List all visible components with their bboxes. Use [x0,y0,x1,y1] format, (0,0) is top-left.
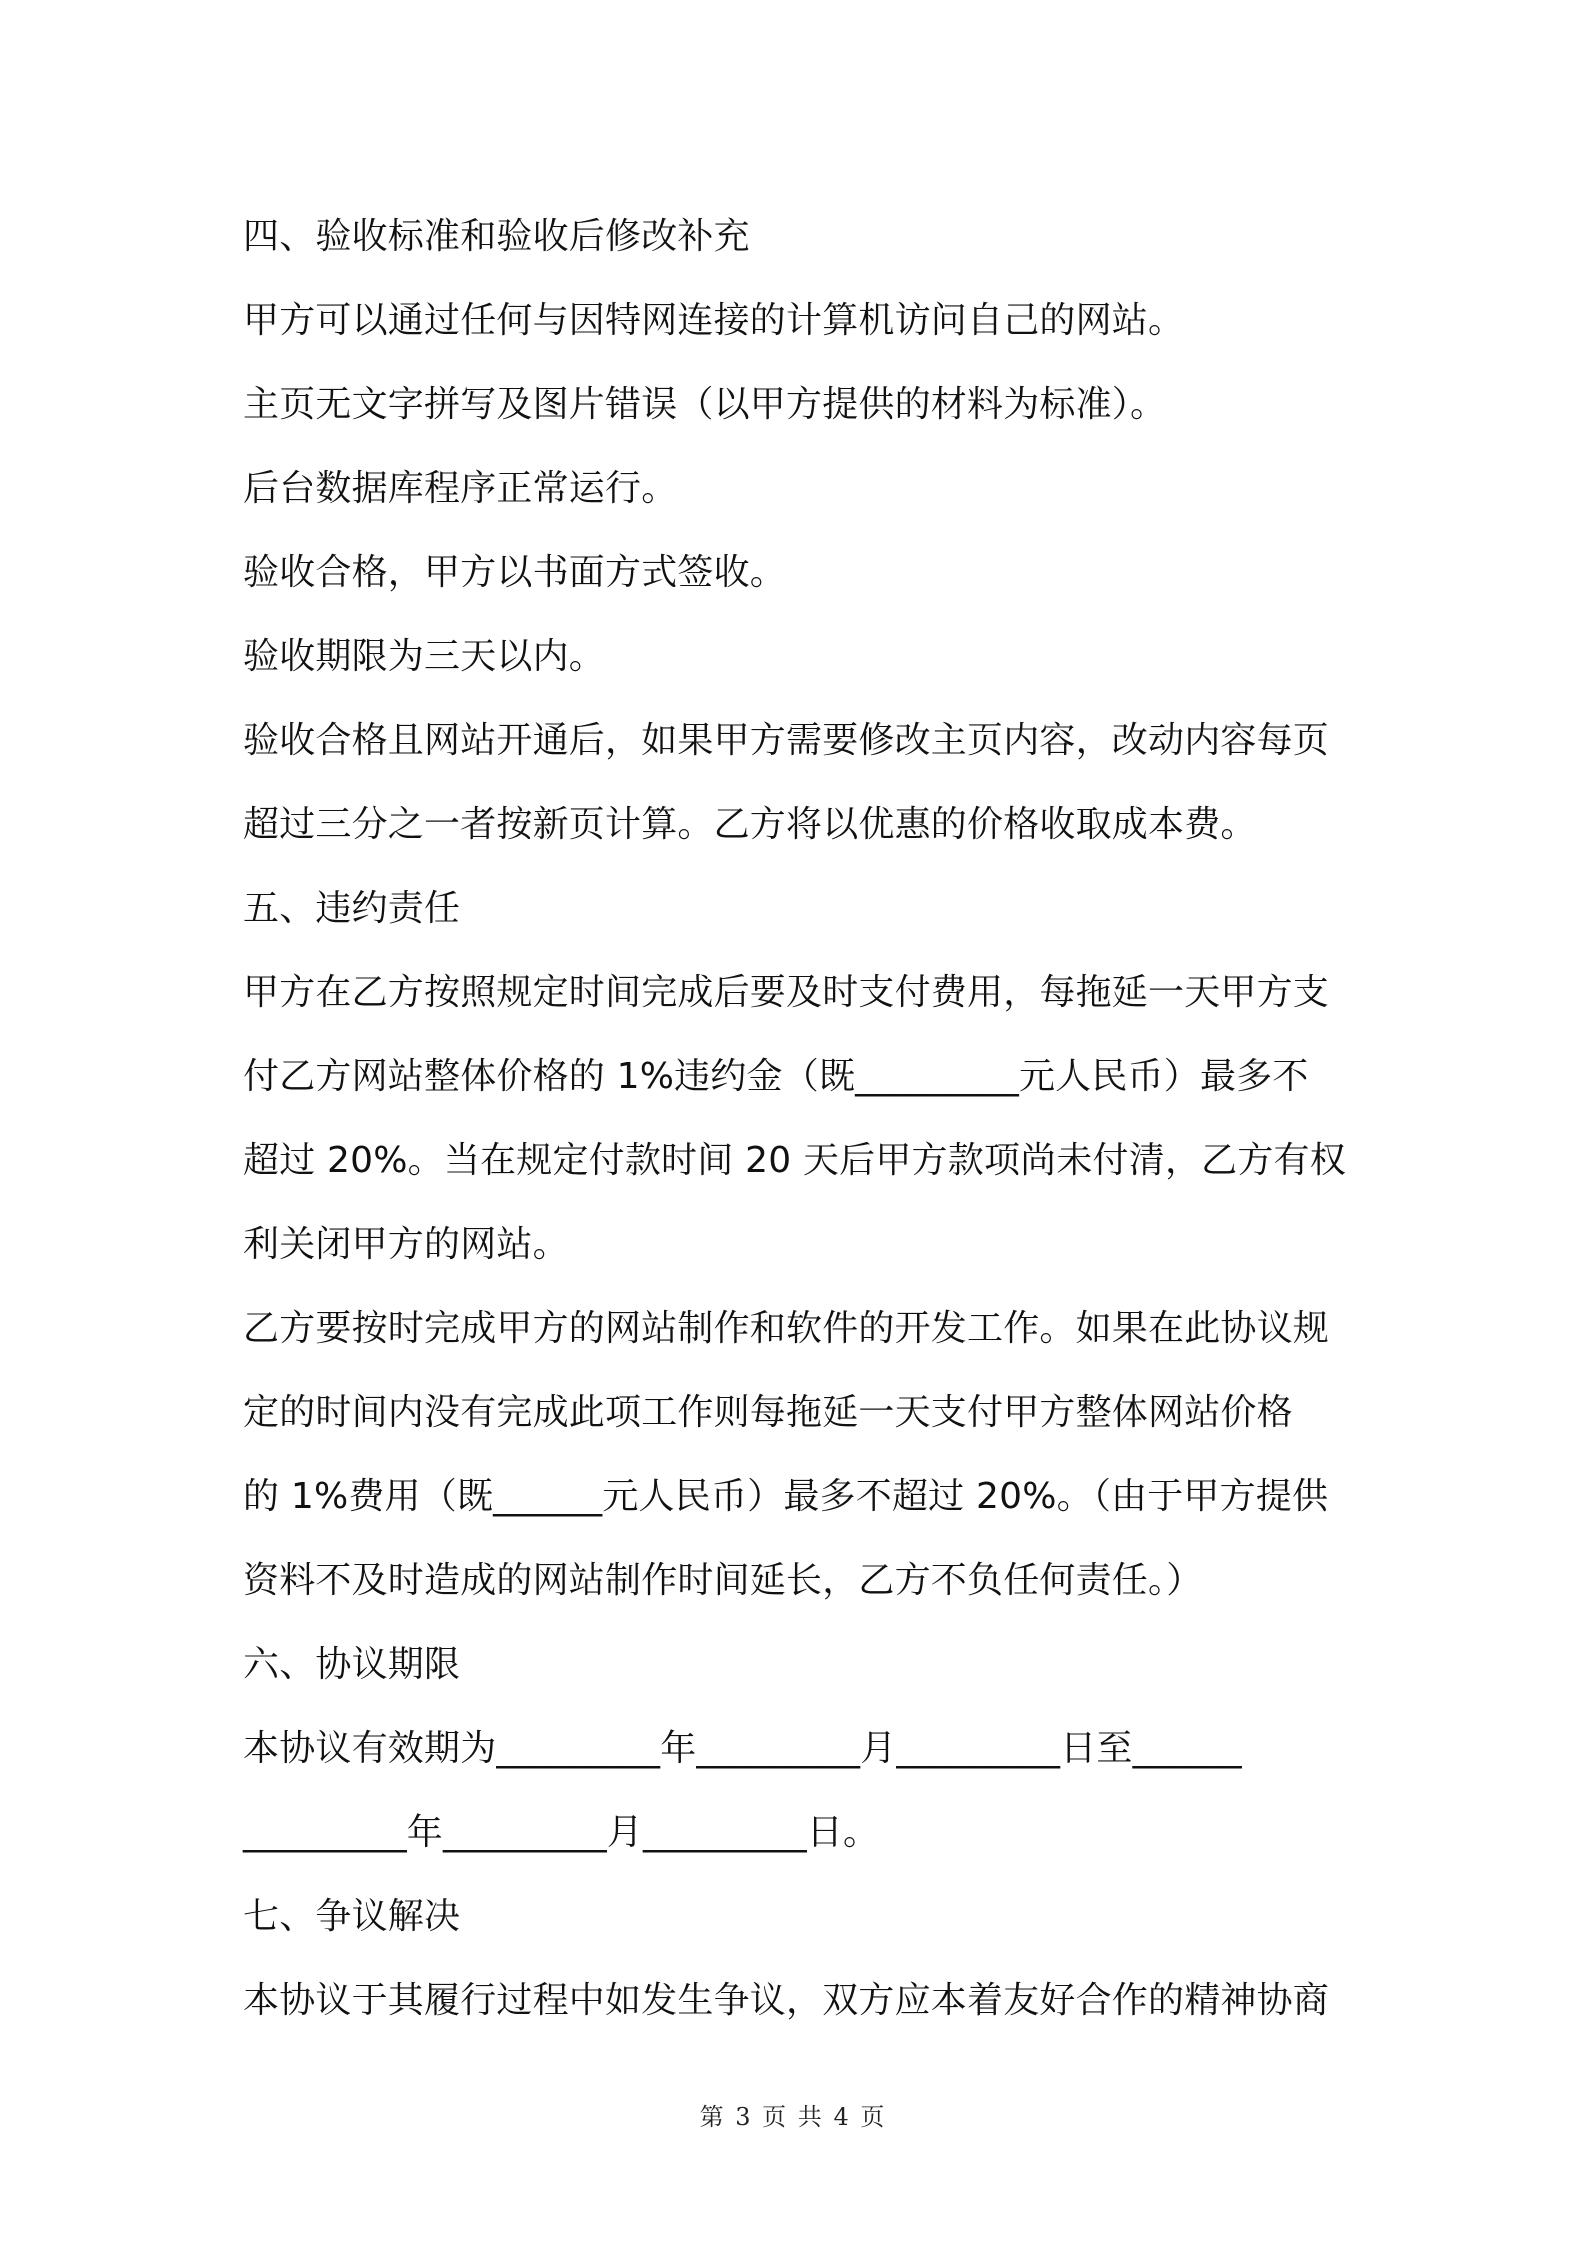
paragraph-line: 甲方可以通过任何与因特网连接的计算机访问自己的网站。 [243,300,1185,341]
paragraph-line: 后台数据库程序正常运行。 [243,468,678,509]
section-heading-breach: 五、违约责任 [243,888,461,929]
section-heading-acceptance: 四、验收标准和验收后修改补充 [243,216,750,257]
paragraph-line: 的 1%费用（既______元人民币）最多不超过 20%。（由于甲方提供 [243,1476,1329,1517]
paragraph-line: 乙方要按时完成甲方的网站制作和软件的开发工作。如果在此协议规 [243,1308,1330,1349]
paragraph-line: 超过三分之一者按新页计算。乙方将以优惠的价格收取成本费。 [243,804,1257,845]
paragraph-line: 利关闭甲方的网站。 [243,1224,569,1265]
paragraph-line: 定的时间内没有完成此项工作则每拖延一天支付甲方整体网站价格 [243,1392,1293,1433]
paragraph-line: 付乙方网站整体价格的 1%违约金（既_________元人民币）最多不 [243,1056,1309,1097]
paragraph-line: 本协议有效期为_________年_________月_________日至______ [243,1728,1242,1769]
section-heading-dispute: 七、争议解决 [243,1896,461,1937]
paragraph-line: 验收合格，甲方以书面方式签收。 [243,552,787,593]
paragraph-line: 验收合格且网站开通后，如果甲方需要修改主页内容，改动内容每页 [243,720,1330,761]
paragraph-line: 本协议于其履行过程中如发生争议，双方应本着友好合作的精神协商 [243,1980,1330,2021]
paragraph-line: 主页无文字拼写及图片错误（以甲方提供的材料为标准）。 [243,384,1167,425]
page-number-footer: 第 3 页 共 4 页 [699,2103,887,2131]
document-body [243,195,1358,2043]
paragraph-line: 验收期限为三天以内。 [243,636,606,677]
section-heading-term: 六、协议期限 [243,1644,461,1685]
paragraph-line: _________年_________月_________日。 [243,1812,880,1853]
paragraph-line: 资料不及时造成的网站制作时间延长，乙方不负任何责任。） [243,1560,1203,1601]
paragraph-line: 甲方在乙方按照规定时间完成后要及时支付费用，每拖延一天甲方支 [243,972,1330,1013]
paragraph-line: 超过 20%。当在规定付款时间 20 天后甲方款项尚未付清，乙方有权 [243,1140,1346,1181]
